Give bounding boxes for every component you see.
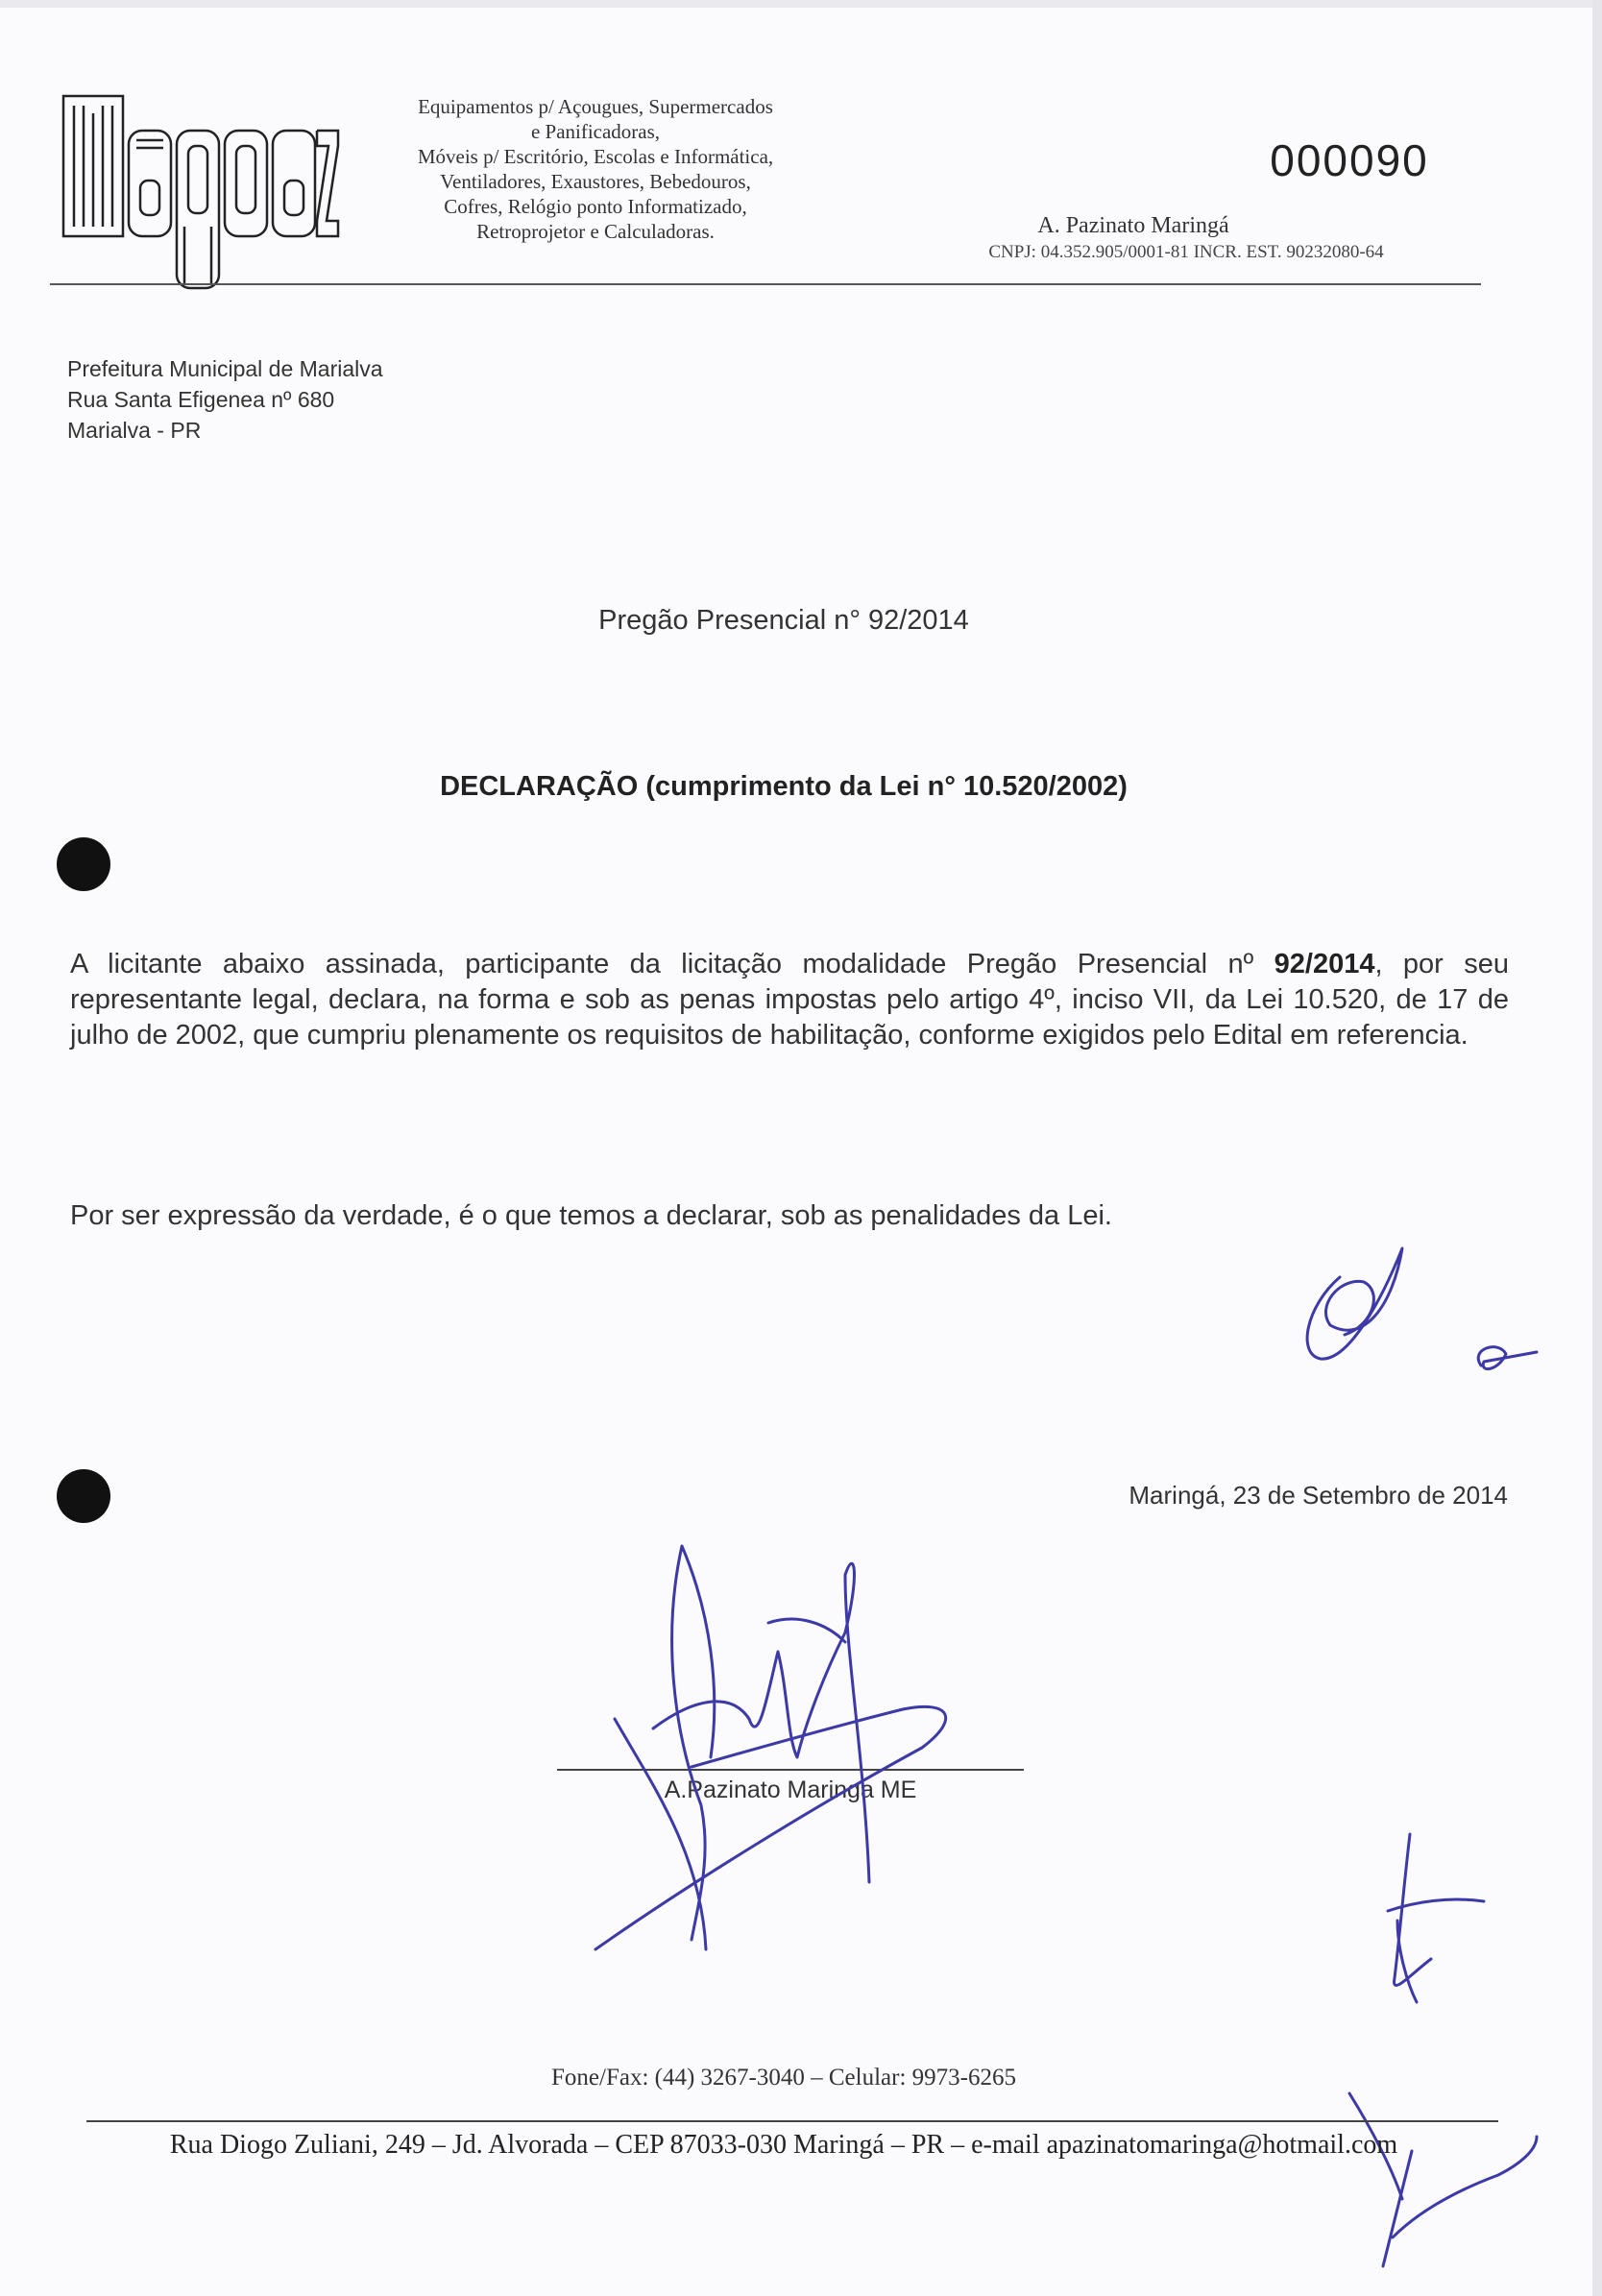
signer-name: A.Pazinato Maringa ME xyxy=(664,1776,917,1803)
company-line: Retroprojetor e Calculadoras. xyxy=(476,220,715,243)
place-and-date: Maringá, 23 de Setembro de 2014 xyxy=(1129,1481,1508,1510)
company-line: e Panificadoras, xyxy=(530,120,661,143)
initials-mark xyxy=(1307,1248,1402,1359)
closing-statement: Por ser expressão da verdade, é o que temos a declarar, sob as penalidades da Lei. xyxy=(70,1200,1112,1231)
document-title: DECLARAÇÃO (cumprimento da Lei n° 10.520/2002) xyxy=(440,771,1128,802)
initials-mark xyxy=(1478,1347,1537,1369)
signature-line xyxy=(557,1769,1024,1771)
company-line: Equipamentos p/ Açougues, Supermercados xyxy=(418,95,773,118)
company-line: Cofres, Relógio ponto Informatizado, xyxy=(444,195,747,218)
company-line: Ventiladores, Exaustores, Bebedouros, xyxy=(440,170,751,193)
header-divider xyxy=(50,283,1481,285)
logo-text: Magpaz xyxy=(61,80,116,96)
footer-address: Rua Diogo Zuliani, 249 – Jd. Alvorada – CEP 87033-030 Maringá – PR – e-mail apazinatomaringa@hotmail.com xyxy=(169,2130,1398,2160)
main-signature xyxy=(595,1546,946,1949)
recipient-name: Prefeitura Municipal de Marialva xyxy=(67,356,383,381)
recipient-block xyxy=(67,353,383,446)
recipient-city: Marialva - PR xyxy=(67,418,202,443)
recipient-street: Rua Santa Efigenea nº 680 xyxy=(67,387,335,412)
firm-registration: CNPJ: 04.352.905/0001-81 INCR. EST. 90232080-64 xyxy=(988,242,1384,262)
document-number: 000090 xyxy=(1270,135,1429,185)
process-reference: Pregão Presencial n° 92/2014 xyxy=(598,605,969,636)
margin-rubric xyxy=(1388,1834,1484,2002)
footer-phone: Fone/Fax: (44) 3267-3040 – Celular: 9973-6265 xyxy=(551,2065,1016,2091)
scan-right-edge xyxy=(1592,0,1602,2296)
footer-mark xyxy=(1349,2093,1537,2266)
punch-hole xyxy=(57,837,110,891)
process-number: 92/2014 xyxy=(1274,949,1375,979)
footer-divider xyxy=(86,2120,1498,2122)
firm-name: A. Pazinato Maringá xyxy=(1037,213,1229,238)
company-description xyxy=(365,94,826,244)
punch-hole xyxy=(57,1469,110,1523)
company-logo xyxy=(61,80,340,294)
paragraph-text: A licitante abaixo assinada, participante da licitação modalidade Pregão Presencial nº xyxy=(70,949,1274,979)
declaration-paragraph xyxy=(70,947,1509,1053)
company-line: Móveis p/ Escritório, Escolas e Informática, xyxy=(417,145,774,168)
scan-top-edge xyxy=(0,0,1602,8)
paragraph-text: , por seu representante legal, declara, na forma e sob as penas impostas pelo artigo 4º, inciso VII, da Lei 10.520, de 17 de julho de 2002, que cumpriu plenamente os requisitos de habilitação, conforme exigidos pelo Edital em referencia. xyxy=(70,949,1509,1051)
